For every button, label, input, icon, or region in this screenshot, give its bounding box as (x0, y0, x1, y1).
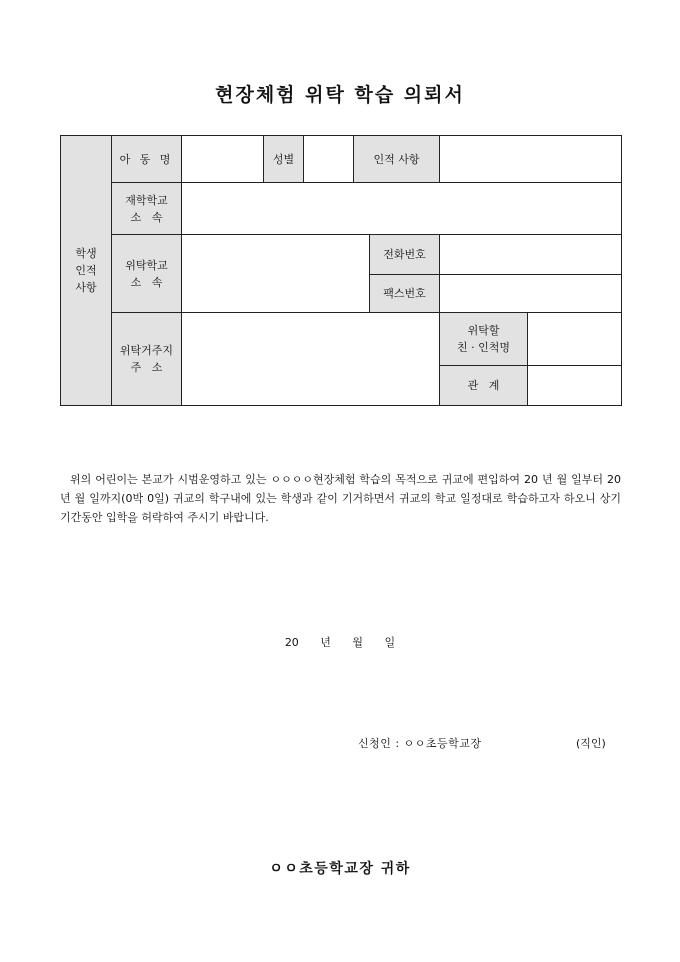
fax-value[interactable] (440, 275, 622, 313)
child-name-label: 아 동 명 (112, 136, 182, 183)
current-school-label-line-2: 소 속 (130, 210, 163, 224)
section-label-line-3: 사항 (75, 281, 97, 294)
document-title: 현장체험 위탁 학습 의뢰서 (215, 84, 465, 106)
phone-value[interactable] (440, 235, 622, 275)
guardian-label (440, 313, 528, 366)
host-school-label (112, 235, 182, 313)
residence-label-line-2: 주 소 (130, 361, 163, 374)
guardian-label-line-1: 위탁할 (467, 324, 500, 337)
child-name-value[interactable] (182, 136, 264, 183)
request-body-text: 위의 어린이는 본교가 시범운영하고 있는 ㅇㅇㅇㅇ현장체험 학습의 목적으로 귀교에 편입하여 20 년 월 일부터 20 년 월 일까지(0박 0일) 귀교의 학구내에 있는 학생과 같이 기거하면서 귀교의 학교 일정대로 학습하고자 하오니 상기 기간동안 입학을 허락하여 주시기 바랍니다. (60, 473, 621, 524)
residence-value[interactable] (182, 313, 440, 406)
current-school-label (112, 183, 182, 235)
applicant-line: 신청인 : ㅇㅇ초등학교장 (358, 737, 482, 750)
residence-label (112, 313, 182, 406)
gender-value[interactable] (304, 136, 354, 183)
relation-label: 관 계 (440, 366, 528, 406)
student-info-table (60, 135, 622, 406)
section-label-line-2: 인적 (75, 264, 97, 277)
current-school-label-line-1: 재학학교 (125, 193, 168, 207)
relation-value[interactable] (528, 366, 622, 406)
guardian-value[interactable] (528, 313, 622, 366)
seal-mark: (직인) (576, 737, 606, 750)
personal-info-value[interactable] (440, 136, 622, 183)
residence-label-line-1: 위탁거주지 (119, 344, 174, 357)
personal-info-label: 인적 사항 (354, 136, 440, 183)
host-school-label-line-1: 위탁학교 (125, 258, 168, 272)
fax-label: 팩스번호 (370, 275, 440, 313)
guardian-label-line-2: 친 · 인척명 (457, 341, 511, 354)
date-line: 20 년 월 일 (284, 636, 396, 649)
section-header (61, 136, 112, 406)
host-school-label-line-2: 소 속 (130, 275, 163, 289)
recipient-line: ㅇㅇ초등학교장 귀하 (269, 861, 411, 877)
current-school-value[interactable] (182, 183, 622, 235)
gender-label: 성별 (264, 136, 304, 183)
host-school-value[interactable] (182, 235, 370, 313)
phone-label: 전화번호 (370, 235, 440, 275)
section-label-line-1: 학생 (75, 247, 97, 260)
